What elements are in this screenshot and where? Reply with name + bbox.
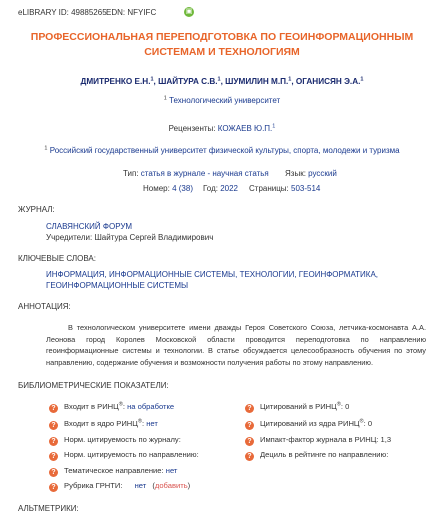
- type-value: статья в журнале - научная статья: [140, 169, 269, 178]
- help-icon[interactable]: ?: [49, 437, 58, 446]
- keywords-line-1[interactable]: ИНФОРМАЦИЯ, ИНФОРМАЦИОННЫЕ СИСТЕМЫ, ТЕХНОЛОГИИ, ГЕОИНФОРМАТИКА,: [46, 270, 379, 279]
- help-icon[interactable]: ?: [245, 437, 254, 446]
- journal-founders: Учредители: Шайтура Сергей Владимирович: [46, 233, 214, 242]
- reviewer-link[interactable]: КОЖАЕВ Ю.П.$^1$: [217, 123, 276, 133]
- keywords-line-2[interactable]: ГЕОИНФОРМАЦИОННЫЕ СИСТЕМЫ: [46, 281, 189, 290]
- metric-impact-factor: ? Импакт-фактор журнала в РИНЦ: 1,3: [245, 435, 391, 446]
- help-icon[interactable]: ?: [245, 421, 254, 430]
- help-icon[interactable]: ?: [49, 452, 58, 461]
- author-link[interactable]: ШУМИЛИН М.П.$^1$: [225, 76, 292, 86]
- elibrary-id: eLIBRARY ID: 49885265: [18, 8, 107, 17]
- issue-link[interactable]: 4 (38): [172, 184, 193, 193]
- keywords-heading: КЛЮЧЕВЫЕ СЛОВА:: [18, 254, 96, 263]
- metrics-heading: БИБЛИОМЕТРИЧЕСКИЕ ПОКАЗАТЕЛИ:: [18, 381, 169, 390]
- pages: Страницы: 503-514: [249, 184, 321, 193]
- metric-norm-journal: ? Норм. цитируемость по журналу:: [49, 435, 181, 446]
- affiliation-link[interactable]: Технологический университет: [169, 96, 281, 105]
- metric-rinc-core: ? Входит в ядро РИНЦ®: нет: [49, 419, 158, 430]
- metric-thematic: ? Тематическое направление: нет: [49, 466, 177, 477]
- help-icon[interactable]: ?: [49, 483, 58, 492]
- journal-heading: ЖУРНАЛ:: [18, 205, 55, 214]
- help-icon[interactable]: ?: [245, 452, 254, 461]
- affiliation-1: $^1$ Технологический университет: [163, 95, 281, 105]
- authors-list: ДМИТРЕНКО Е.Н.$^1$, ШАЙТУРА С.В.$^1$, ШУМИЛИН М.П.$^1$, ОГАНИСЯН Э.А.$^1$: [80, 76, 364, 86]
- author-link[interactable]: ШАЙТУРА С.В.$^1$: [158, 76, 221, 86]
- metric-norm-direction: ? Норм. цитируемость по направлению:: [49, 450, 199, 461]
- add-grnti-link[interactable]: добавить: [154, 481, 188, 490]
- abstract-heading: АННОТАЦИЯ:: [18, 302, 71, 311]
- help-icon[interactable]: ?: [49, 421, 58, 430]
- metric-citations-rinc: ? Цитирований в РИНЦ®: 0: [245, 402, 349, 413]
- doc-icon[interactable]: ▣: [185, 8, 193, 15]
- language: Язык: русский: [285, 169, 337, 178]
- article-title: ПРОФЕССИОНАЛЬНАЯ ПЕРЕПОДГОТОВКА ПО ГЕОИНФОРМАЦИОННЫМ СИСТЕМАМ И ТЕХНОЛОГИЯМ: [30, 31, 414, 58]
- help-icon[interactable]: ?: [49, 468, 58, 477]
- help-icon[interactable]: ?: [49, 404, 58, 413]
- journal-name: [46, 222, 132, 231]
- abstract-text: В технологическом университете имени дважды Героя Советского Союза, летчика-космонавта А.А. Леонова город Королев Московской области проводится переподготовка по направлению геоинформационные системы и технологии. В статье обсуждается целесообразность обучения по этому направлению, содержание обучения и возможности получения работы по этому направлению.: [46, 323, 426, 367]
- article-meta-type: Тип: статья в журнале - научная статья Язык: русский: [123, 169, 337, 178]
- metric-decile: ? Дециль в рейтинге по направлению:: [245, 450, 388, 461]
- edn-id: EDN: NFYIFC: [106, 8, 157, 17]
- journal-link[interactable]: СЛАВЯНСКИЙ ФОРУМ: [46, 222, 133, 231]
- metric-rinc: ? Входит в РИНЦ®: на обработке: [49, 402, 174, 413]
- help-icon[interactable]: ?: [245, 404, 254, 413]
- affiliation-link[interactable]: Российский государственный университет физической культуры, спорта, молодежи и туризма: [49, 146, 400, 155]
- year: Год: 2022: [203, 184, 238, 193]
- metric-citations-core: ? Цитирований из ядра РИНЦ®: 0: [245, 419, 372, 430]
- metric-grnti: ? Рубрика ГРНТИ: нет (добавить): [49, 481, 190, 492]
- affiliation-2: $^1$ Российский государственный университет физической культуры, спорта, молодежи и туризма: [44, 145, 400, 155]
- article-meta-issue: Номер: 4 (38) Год: 2022 Страницы: 503-514: [143, 184, 321, 193]
- author-link[interactable]: ДМИТРЕНКО Е.Н.$^1$: [80, 76, 154, 86]
- reviewers: Рецензенты: КОЖАЕВ Ю.П.$^1$: [168, 123, 276, 133]
- altmetrics-heading: АЛЬТМЕТРИКИ:: [18, 504, 79, 513]
- record-ids: [18, 8, 193, 17]
- author-link[interactable]: ОГАНИСЯН Э.А.$^1$: [295, 76, 364, 86]
